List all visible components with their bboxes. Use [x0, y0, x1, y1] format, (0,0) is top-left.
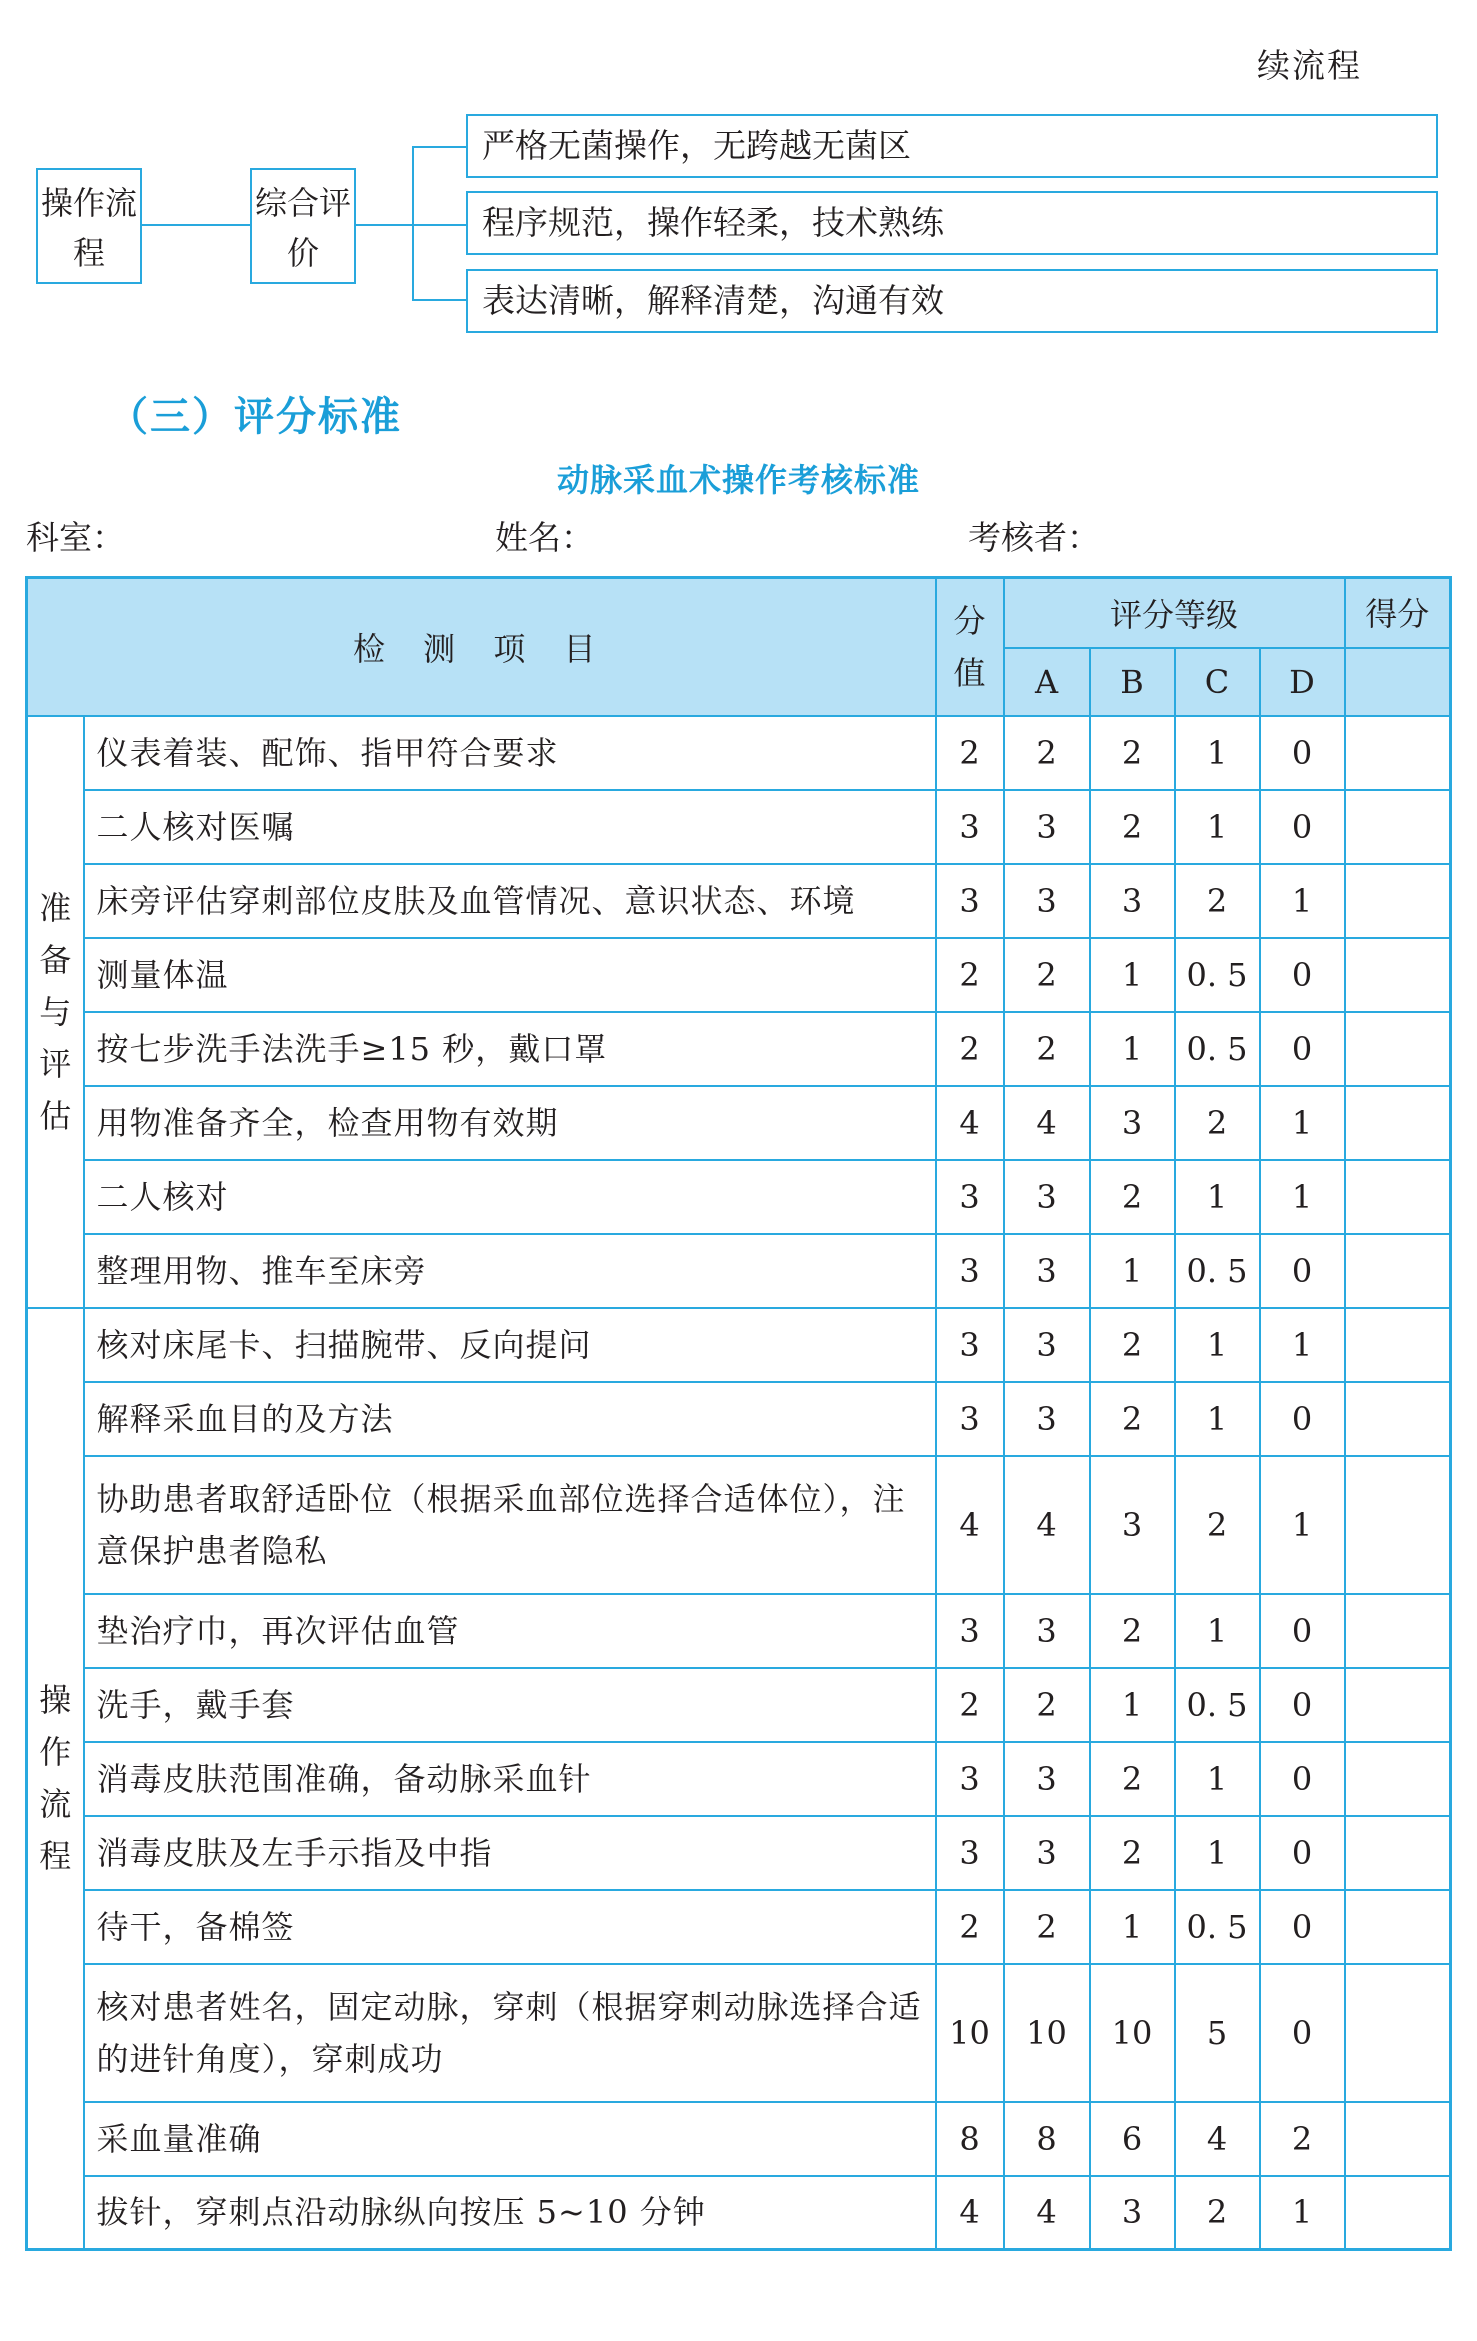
item-cell: 垫治疗巾，再次评估血管: [84, 1594, 936, 1668]
scoring-table: [25, 576, 1452, 2251]
grade-d-cell: 0: [1260, 1668, 1345, 1742]
grade-d-cell: 1: [1260, 864, 1345, 938]
grade-b-cell: 10: [1090, 1964, 1175, 2102]
points-cell: 2: [936, 716, 1004, 790]
grade-c-cell: 0. 5: [1175, 1234, 1260, 1308]
grade-c-cell: 1: [1175, 716, 1260, 790]
header-score: 得分: [1345, 578, 1451, 648]
connector-line: [142, 224, 250, 226]
grade-a-cell: 4: [1004, 1456, 1090, 1594]
table-row: [27, 1456, 1451, 1594]
table-row: [27, 1382, 1451, 1456]
dept-label: 科室：: [26, 518, 125, 557]
header-item: 检 测 项 目: [27, 578, 936, 716]
score-cell[interactable]: [1345, 1816, 1451, 1890]
grade-b-cell: 3: [1090, 1456, 1175, 1594]
table-row: [27, 938, 1451, 1012]
grade-c-cell: 0. 5: [1175, 1890, 1260, 1964]
grade-a-cell: 2: [1004, 1012, 1090, 1086]
grade-d-cell: 0: [1260, 716, 1345, 790]
score-cell[interactable]: [1345, 1594, 1451, 1668]
points-cell: 8: [936, 2102, 1004, 2176]
item-cell: 消毒皮肤范围准确，备动脉采血针: [84, 1742, 936, 1816]
grade-d-cell: 0: [1260, 1382, 1345, 1456]
grade-b-cell: 1: [1090, 938, 1175, 1012]
grade-b-cell: 2: [1090, 1382, 1175, 1456]
table-row: [27, 1160, 1451, 1234]
grade-c-cell: 2: [1175, 2176, 1260, 2250]
item-cell: 整理用物、推车至床旁: [84, 1234, 936, 1308]
grade-b-cell: 3: [1090, 1086, 1175, 1160]
item-cell: 核对床尾卡、扫描腕带、反向提问: [84, 1308, 936, 1382]
grade-c-cell: 0. 5: [1175, 1668, 1260, 1742]
grade-a-cell: 3: [1004, 864, 1090, 938]
grade-c-cell: 0. 5: [1175, 938, 1260, 1012]
grade-a-cell: 3: [1004, 1234, 1090, 1308]
grade-a-cell: 3: [1004, 1308, 1090, 1382]
header-grade-b: B: [1090, 648, 1175, 716]
points-cell: 2: [936, 938, 1004, 1012]
score-cell[interactable]: [1345, 1086, 1451, 1160]
grade-a-cell: 10: [1004, 1964, 1090, 2102]
item-cell: 核对患者姓名，固定动脉，穿刺（根据穿刺动脉选择合适的进针角度），穿刺成功: [84, 1964, 936, 2102]
grade-d-cell: 0: [1260, 1964, 1345, 2102]
table-row: [27, 1234, 1451, 1308]
grade-a-cell: 4: [1004, 1086, 1090, 1160]
table-row: [27, 864, 1451, 938]
grade-c-cell: 2: [1175, 1086, 1260, 1160]
grade-c-cell: 1: [1175, 790, 1260, 864]
score-cell[interactable]: [1345, 1742, 1451, 1816]
grade-b-cell: 3: [1090, 2176, 1175, 2250]
grade-d-cell: 0: [1260, 1816, 1345, 1890]
table-body: [27, 716, 1451, 2250]
points-cell: 3: [936, 1742, 1004, 1816]
grade-b-cell: 2: [1090, 1308, 1175, 1382]
grade-d-cell: 1: [1260, 1086, 1345, 1160]
points-cell: 4: [936, 1086, 1004, 1160]
points-cell: 4: [936, 2176, 1004, 2250]
score-cell[interactable]: [1345, 2176, 1451, 2250]
flow-box-operation: 操作流程: [36, 168, 142, 284]
score-cell[interactable]: [1345, 1382, 1451, 1456]
grade-a-cell: 2: [1004, 938, 1090, 1012]
item-cell: 消毒皮肤及左手示指及中指: [84, 1816, 936, 1890]
score-cell[interactable]: [1345, 1964, 1451, 2102]
category-cell: 准备与评估: [27, 716, 84, 1308]
grade-a-cell: 2: [1004, 1890, 1090, 1964]
grade-b-cell: 3: [1090, 864, 1175, 938]
grade-b-cell: 6: [1090, 2102, 1175, 2176]
grade-d-cell: 0: [1260, 1594, 1345, 1668]
continued-label: 续流程: [1257, 46, 1362, 85]
points-cell: 3: [936, 1816, 1004, 1890]
grade-b-cell: 1: [1090, 1012, 1175, 1086]
score-cell[interactable]: [1345, 864, 1451, 938]
points-cell: 3: [936, 1308, 1004, 1382]
table-row: [27, 1742, 1451, 1816]
points-cell: 2: [936, 1890, 1004, 1964]
score-cell[interactable]: [1345, 790, 1451, 864]
item-cell: 二人核对: [84, 1160, 936, 1234]
score-cell[interactable]: [1345, 1668, 1451, 1742]
score-cell[interactable]: [1345, 1160, 1451, 1234]
grade-b-cell: 2: [1090, 716, 1175, 790]
table-row: [27, 2176, 1451, 2250]
table-row: [27, 1964, 1451, 2102]
grade-d-cell: 1: [1260, 1456, 1345, 1594]
examiner-label: 考核者：: [968, 518, 1100, 557]
header-grade-a: A: [1004, 648, 1090, 716]
points-cell: 2: [936, 1012, 1004, 1086]
item-cell: 待干，备棉签: [84, 1890, 936, 1964]
header-points: 分值: [936, 578, 1004, 716]
grade-d-cell: 0: [1260, 1742, 1345, 1816]
grade-c-cell: 1: [1175, 1594, 1260, 1668]
connector-line: [412, 146, 466, 148]
grade-d-cell: 1: [1260, 2176, 1345, 2250]
item-cell: 协助患者取舒适卧位（根据采血部位选择合适体位），注意保护患者隐私: [84, 1456, 936, 1594]
item-cell: 按七步洗手法洗手≥15 秒，戴口罩: [84, 1012, 936, 1086]
table-row: [27, 716, 1451, 790]
points-cell: 3: [936, 1234, 1004, 1308]
criteria-box: 严格无菌操作，无跨越无菌区: [466, 114, 1438, 178]
grade-a-cell: 4: [1004, 2176, 1090, 2250]
grade-b-cell: 2: [1090, 1816, 1175, 1890]
header-grade-d: D: [1260, 648, 1345, 716]
section-title: （三）评分标准: [108, 394, 402, 440]
item-cell: 仪表着装、配饰、指甲符合要求: [84, 716, 936, 790]
table-row: [27, 1816, 1451, 1890]
grade-c-cell: 1: [1175, 1816, 1260, 1890]
score-cell[interactable]: [1345, 938, 1451, 1012]
grade-a-cell: 8: [1004, 2102, 1090, 2176]
grade-a-cell: 3: [1004, 1594, 1090, 1668]
grade-d-cell: 0: [1260, 790, 1345, 864]
item-cell: 用物准备齐全，检查用物有效期: [84, 1086, 936, 1160]
grade-a-cell: 2: [1004, 1668, 1090, 1742]
score-cell[interactable]: [1345, 2102, 1451, 2176]
grade-d-cell: 0: [1260, 938, 1345, 1012]
grade-a-cell: 3: [1004, 1742, 1090, 1816]
score-cell[interactable]: [1345, 1890, 1451, 1964]
name-label: 姓名：: [495, 518, 594, 557]
item-cell: 采血量准确: [84, 2102, 936, 2176]
criteria-box: 程序规范，操作轻柔，技术熟练: [466, 191, 1438, 255]
score-cell[interactable]: [1345, 1308, 1451, 1382]
score-cell[interactable]: [1345, 1234, 1451, 1308]
item-cell: 洗手，戴手套: [84, 1668, 936, 1742]
grade-b-cell: 2: [1090, 1160, 1175, 1234]
score-cell[interactable]: [1345, 716, 1451, 790]
score-cell[interactable]: [1345, 1012, 1451, 1086]
grade-d-cell: 0: [1260, 1012, 1345, 1086]
table-row: [27, 1594, 1451, 1668]
grade-c-cell: 1: [1175, 1160, 1260, 1234]
grade-a-cell: 3: [1004, 1160, 1090, 1234]
grade-b-cell: 1: [1090, 1668, 1175, 1742]
grade-b-cell: 1: [1090, 1234, 1175, 1308]
points-cell: 3: [936, 790, 1004, 864]
points-cell: 3: [936, 1160, 1004, 1234]
table-row: [27, 1890, 1451, 1964]
item-cell: 拔针，穿刺点沿动脉纵向按压 5~10 分钟: [84, 2176, 936, 2250]
item-cell: 解释采血目的及方法: [84, 1382, 936, 1456]
item-cell: 床旁评估穿刺部位皮肤及血管情况、意识状态、环境: [84, 864, 936, 938]
grade-b-cell: 2: [1090, 790, 1175, 864]
points-cell: 4: [936, 1456, 1004, 1594]
points-cell: 3: [936, 864, 1004, 938]
grade-c-cell: 1: [1175, 1382, 1260, 1456]
table-title: 动脉采血术操作考核标准: [556, 461, 920, 499]
header-score-blank: [1345, 648, 1451, 716]
item-cell: 测量体温: [84, 938, 936, 1012]
grade-c-cell: 4: [1175, 2102, 1260, 2176]
grade-a-cell: 3: [1004, 1816, 1090, 1890]
points-cell: 2: [936, 1668, 1004, 1742]
points-cell: 3: [936, 1382, 1004, 1456]
grade-c-cell: 5: [1175, 1964, 1260, 2102]
header-grade: 评分等级: [1004, 578, 1345, 648]
grade-b-cell: 1: [1090, 1890, 1175, 1964]
table-row: [27, 1012, 1451, 1086]
grade-c-cell: 1: [1175, 1742, 1260, 1816]
connector-line: [412, 224, 466, 226]
table-row: [27, 2102, 1451, 2176]
table-row: [27, 790, 1451, 864]
grade-b-cell: 2: [1090, 1742, 1175, 1816]
grade-a-cell: 3: [1004, 790, 1090, 864]
score-cell[interactable]: [1345, 1456, 1451, 1594]
table-row: [27, 1308, 1451, 1382]
grade-d-cell: 1: [1260, 1308, 1345, 1382]
grade-d-cell: 0: [1260, 1234, 1345, 1308]
category-cell: 操作流程: [27, 1308, 84, 2250]
grade-c-cell: 2: [1175, 864, 1260, 938]
flow-box-evaluation: 综合评价: [250, 168, 356, 284]
points-cell: 3: [936, 1594, 1004, 1668]
grade-d-cell: 0: [1260, 1890, 1345, 1964]
grade-c-cell: 0. 5: [1175, 1012, 1260, 1086]
grade-c-cell: 1: [1175, 1308, 1260, 1382]
grade-a-cell: 2: [1004, 716, 1090, 790]
grade-b-cell: 2: [1090, 1594, 1175, 1668]
grade-a-cell: 3: [1004, 1382, 1090, 1456]
grade-d-cell: 1: [1260, 1160, 1345, 1234]
table-row: [27, 1086, 1451, 1160]
connector-line: [356, 224, 412, 226]
criteria-box: 表达清晰，解释清楚，沟通有效: [466, 269, 1438, 333]
item-cell: 二人核对医嘱: [84, 790, 936, 864]
connector-line: [412, 299, 466, 301]
table-row: [27, 1668, 1451, 1742]
header-grade-c: C: [1175, 648, 1260, 716]
grade-c-cell: 2: [1175, 1456, 1260, 1594]
grade-d-cell: 2: [1260, 2102, 1345, 2176]
points-cell: 10: [936, 1964, 1004, 2102]
